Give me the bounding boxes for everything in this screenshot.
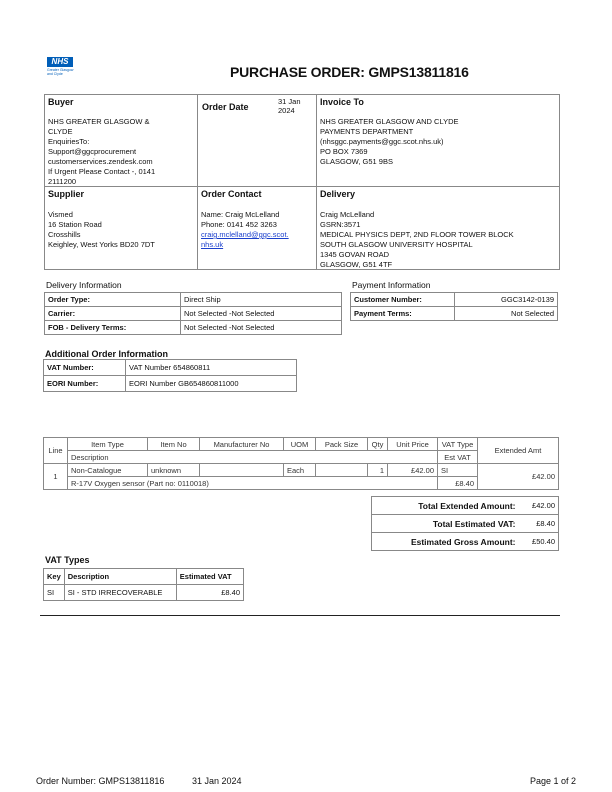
header-item-type: Item Type <box>68 438 148 451</box>
header-item-no: Item No <box>148 438 200 451</box>
order-date-heading: Order Date <box>202 102 249 112</box>
table-row <box>44 376 297 392</box>
order-contact-box <box>197 186 317 270</box>
delivery-info-value: Not Selected -Not Selected <box>181 307 342 321</box>
header-manufacturer-no: Manufacturer No <box>200 438 284 451</box>
table-row <box>44 360 297 376</box>
header-pack-size: Pack Size <box>316 438 368 451</box>
invoice-line: NHS GREATER GLASGOW AND CLYDE <box>320 117 459 126</box>
total-label: Total Estimated VAT: <box>372 515 519 533</box>
table-row <box>45 293 342 307</box>
buyer-line: customerservices.zendesk.com <box>48 157 153 166</box>
nhs-logo-mark: NHS <box>47 57 73 67</box>
order-contact-lines <box>201 210 289 250</box>
vat-header-key: Key <box>44 569 65 585</box>
buyer-line: Support@ggcprocurement <box>48 147 137 156</box>
nhs-logo <box>47 57 77 76</box>
vat-types-title: VAT Types <box>45 555 90 565</box>
totals-row <box>372 497 559 515</box>
buyer-lines <box>48 117 155 187</box>
invoice-line: PO BOX 7369 <box>320 147 368 156</box>
additional-info-label: VAT Number: <box>44 360 126 376</box>
table-row <box>45 321 342 335</box>
order-date-value <box>278 97 301 115</box>
buyer-line: CLYDE <box>48 127 73 136</box>
payment-info-title: Payment Information <box>352 280 431 290</box>
footer-date: 31 Jan 2024 <box>192 776 242 786</box>
supplier-line: Keighley, West Yorks BD20 7DT <box>48 240 155 249</box>
delivery-info-title: Delivery Information <box>46 280 122 290</box>
item-description: R-17V Oxygen sensor (Part no: 0110018) <box>68 477 438 490</box>
delivery-box <box>316 186 560 270</box>
total-label: Total Extended Amount: <box>372 497 519 515</box>
supplier-heading: Supplier <box>48 189 85 199</box>
delivery-info-label: Carrier: <box>45 307 181 321</box>
item-no: unknown <box>148 464 200 477</box>
supplier-line: Crosshills <box>48 230 81 239</box>
totals-table <box>371 496 559 551</box>
footer-order-number: Order Number: GMPS13811816 <box>36 776 165 786</box>
total-value: £50.40 <box>519 533 559 551</box>
vat-types-table <box>43 568 244 601</box>
delivery-lines <box>320 210 514 270</box>
vat-header-estimated: Estimated VAT <box>176 569 243 585</box>
delivery-info-label: FOB - Delivery Terms: <box>45 321 181 335</box>
payment-info-label: Customer Number: <box>351 293 455 307</box>
table-row <box>351 293 558 307</box>
item-pack-size <box>316 464 368 477</box>
contact-email-link-cont[interactable]: nhs.uk <box>201 240 224 249</box>
additional-info-title: Additional Order Information <box>45 349 168 359</box>
delivery-line: Craig McLelland <box>320 210 375 219</box>
total-value: £8.40 <box>519 515 559 533</box>
invoice-line: GLASGOW, G51 9BS <box>320 157 393 166</box>
invoice-to-heading: Invoice To <box>320 97 364 107</box>
page-title: PURCHASE ORDER: GMPS13811816 <box>230 64 469 80</box>
additional-info-value: EORI Number GB654860811000 <box>126 376 297 392</box>
invoice-line: (nhsggc.payments@ggc.scot.nhs.uk) <box>320 137 444 146</box>
header-uom: UOM <box>284 438 316 451</box>
item-vat-type: SI <box>438 464 478 477</box>
table-row <box>44 569 244 585</box>
divider <box>40 615 560 616</box>
item-qty: 1 <box>368 464 388 477</box>
vat-header-description: Description <box>64 569 176 585</box>
header-extended-amt: Extended Amt <box>478 438 559 464</box>
order-date-line: 2024 <box>278 106 295 115</box>
buyer-heading: Buyer <box>48 97 74 107</box>
order-date-line: 31 Jan <box>278 97 301 106</box>
buyer-line: NHS GREATER GLASGOW & <box>48 117 150 126</box>
item-line: 1 <box>44 464 68 490</box>
delivery-info-label: Order Type: <box>45 293 181 307</box>
table-row <box>45 307 342 321</box>
header-qty: Qty <box>368 438 388 451</box>
contact-name: Name: Craig McLelland <box>201 210 280 219</box>
item-type: Non-Catalogue <box>68 464 148 477</box>
vat-estimated: £8.40 <box>176 585 243 601</box>
header-unit-price: Unit Price <box>388 438 438 451</box>
items-header-row <box>44 438 559 451</box>
supplier-line: Vismed <box>48 210 73 219</box>
payment-info-label: Payment Terms: <box>351 307 455 321</box>
delivery-info-value: Not Selected -Not Selected <box>181 321 342 335</box>
vat-description: SI - STD IRRECOVERABLE <box>64 585 176 601</box>
vat-key: SI <box>44 585 65 601</box>
nhs-logo-subtitle: Greater Glasgow and Clyde <box>47 68 74 76</box>
header-est-vat: Est VAT <box>438 451 478 464</box>
invoice-to-box <box>316 94 560 187</box>
item-manufacturer-no <box>200 464 284 477</box>
delivery-line: GSRN:3571 <box>320 220 361 229</box>
payment-info-value: Not Selected <box>455 307 558 321</box>
order-contact-heading: Order Contact <box>201 189 262 199</box>
delivery-info-table <box>44 292 342 335</box>
header-description: Description <box>68 451 438 464</box>
contact-phone: Phone: 0141 452 3263 <box>201 220 277 229</box>
delivery-line: GLASGOW, G51 4TF <box>320 260 393 269</box>
supplier-lines <box>48 210 155 250</box>
payment-info-value: GGC3142-0139 <box>455 293 558 307</box>
contact-email-link[interactable]: craig.mclelland@ggc.scot. <box>201 230 289 239</box>
additional-info-label: EORI Number: <box>44 376 126 392</box>
delivery-line: MEDICAL PHYSICS DEPT, 2ND FLOOR TOWER BLOCK <box>320 230 514 239</box>
table-row <box>351 307 558 321</box>
supplier-box <box>44 186 198 270</box>
table-row <box>44 464 559 477</box>
delivery-line: SOUTH GLASGOW UNIVERSITY HOSPITAL <box>320 240 473 249</box>
buyer-box <box>44 94 198 187</box>
invoice-line: PAYMENTS DEPARTMENT <box>320 127 414 136</box>
item-extended-amt: £42.00 <box>478 464 559 490</box>
buyer-line: 2111200 <box>48 177 77 186</box>
footer-page: Page 1 of 2 <box>529 776 576 786</box>
additional-info-value: VAT Number 654860811 <box>126 360 297 376</box>
items-table <box>43 437 559 490</box>
totals-row <box>372 515 559 533</box>
additional-info-table <box>43 359 297 392</box>
totals-row <box>372 533 559 551</box>
total-label: Estimated Gross Amount: <box>372 533 519 551</box>
total-value: £42.00 <box>519 497 559 515</box>
buyer-line: If Urgent Please Contact -, 0141 <box>48 167 156 176</box>
payment-info-table <box>350 292 558 321</box>
delivery-heading: Delivery <box>320 189 356 199</box>
item-unit-price: £42.00 <box>388 464 438 477</box>
table-row <box>44 585 244 601</box>
item-est-vat: £8.40 <box>438 477 478 490</box>
header-vat-type: VAT Type <box>438 438 478 451</box>
item-uom: Each <box>284 464 316 477</box>
buyer-line: EnquiriesTo: <box>48 137 90 146</box>
delivery-info-value: Direct Ship <box>181 293 342 307</box>
supplier-line: 16 Station Road <box>48 220 102 229</box>
invoice-to-lines <box>320 117 459 167</box>
delivery-line: 1345 GOVAN ROAD <box>320 250 390 259</box>
header-line: Line <box>44 438 68 464</box>
order-date-box <box>197 94 317 187</box>
